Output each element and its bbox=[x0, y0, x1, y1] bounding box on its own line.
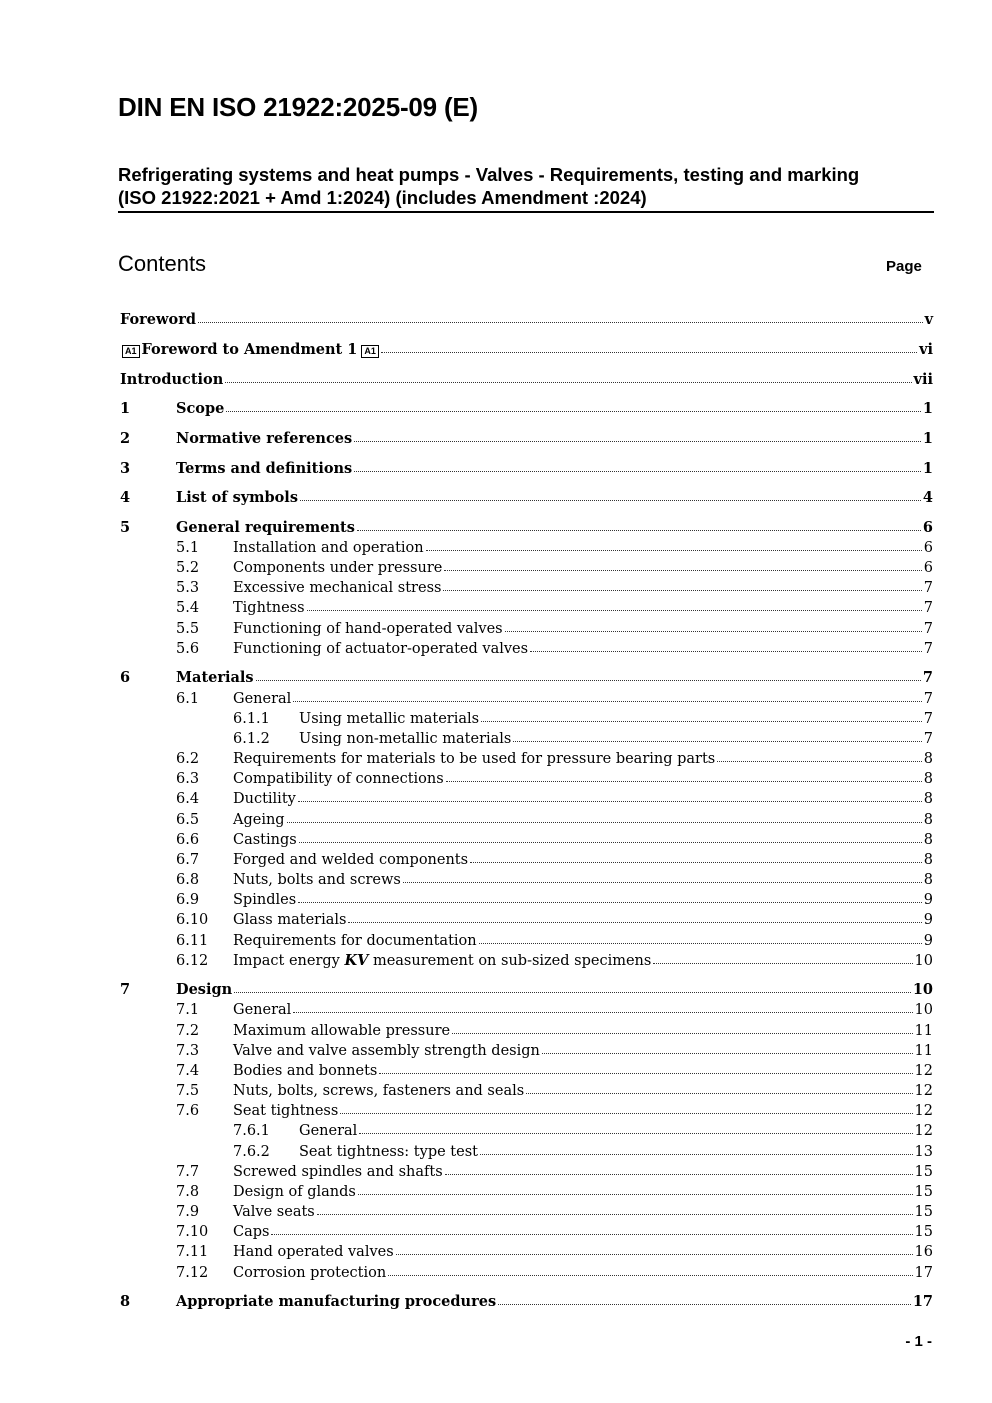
toc-label: Compatibility of connections bbox=[233, 771, 444, 787]
toc-entry-7-10[interactable] bbox=[120, 1220, 933, 1240]
toc-entry-7-12[interactable] bbox=[120, 1261, 933, 1281]
toc-label: Nuts, bolts, screws, fasteners and seals bbox=[233, 1083, 525, 1099]
amendment-start-marker: A1 bbox=[122, 345, 140, 358]
toc-entry-7-9[interactable] bbox=[120, 1200, 933, 1220]
toc-page: 12 bbox=[914, 1123, 933, 1139]
toc-number: 7.6.1 bbox=[233, 1123, 270, 1139]
toc-entry-7-1[interactable] bbox=[120, 998, 933, 1018]
toc-page: 11 bbox=[914, 1043, 933, 1059]
toc-label: Screwed spindles and shafts bbox=[233, 1164, 443, 1180]
toc-page: 17 bbox=[914, 1265, 933, 1281]
toc-entry-7-8[interactable] bbox=[120, 1180, 933, 1200]
toc-page: 15 bbox=[914, 1164, 933, 1180]
toc-entry-6-11[interactable] bbox=[120, 929, 933, 949]
toc-number: 2 bbox=[120, 430, 131, 447]
toc-label: Foreword to Amendment 1 bbox=[141, 341, 358, 358]
toc-page: 17 bbox=[912, 1293, 933, 1310]
toc-number: 8 bbox=[120, 1293, 131, 1310]
toc-entry-5-2[interactable] bbox=[120, 556, 933, 576]
toc-entry-5-1[interactable] bbox=[120, 536, 933, 556]
toc-page: 16 bbox=[914, 1244, 933, 1260]
toc-number: 5.4 bbox=[176, 600, 200, 616]
toc-page: 4 bbox=[922, 489, 933, 506]
toc-label: Terms and definitions bbox=[176, 460, 353, 477]
toc-label: Hand operated valves bbox=[233, 1244, 394, 1260]
toc-page: 6 bbox=[923, 540, 933, 556]
toc-entry-7-6-2[interactable] bbox=[120, 1140, 933, 1160]
toc-page: 9 bbox=[923, 912, 933, 928]
toc-label: Appropriate manufacturing procedures bbox=[176, 1293, 497, 1310]
subtitle-line-2: (ISO 21922:2021 + Amd 1:2024) (includes Amendment :2024) bbox=[118, 187, 647, 208]
toc-label: List of symbols bbox=[176, 489, 298, 506]
toc-label: Foreword bbox=[120, 311, 196, 328]
toc-number: 7.10 bbox=[176, 1224, 209, 1240]
toc-entry-6-10[interactable] bbox=[120, 908, 933, 928]
toc-number: 4 bbox=[120, 489, 131, 506]
toc-entry-4[interactable] bbox=[120, 486, 933, 506]
toc-number: 5.5 bbox=[176, 621, 200, 637]
toc-page: 12 bbox=[914, 1103, 933, 1119]
toc-page: 8 bbox=[923, 791, 933, 807]
toc-page: 7 bbox=[923, 711, 933, 727]
toc-number: 7 bbox=[120, 981, 131, 998]
toc-label: Design of glands bbox=[233, 1184, 356, 1200]
page-column-label: Page bbox=[886, 258, 922, 275]
toc-label: Normative references bbox=[176, 430, 353, 447]
toc-page: 7 bbox=[923, 691, 933, 707]
toc-number: 6 bbox=[120, 669, 131, 686]
toc-entry-7-4[interactable] bbox=[120, 1059, 933, 1079]
toc-page: 10 bbox=[912, 981, 933, 998]
toc-number: 7.1 bbox=[176, 1002, 200, 1018]
toc-entry-5[interactable] bbox=[120, 516, 933, 536]
toc-page: 1 bbox=[922, 400, 933, 417]
toc-number: 6.5 bbox=[176, 812, 200, 828]
toc-page: 12 bbox=[914, 1083, 933, 1099]
toc-entry-6-12[interactable] bbox=[120, 949, 933, 969]
toc-page: v bbox=[924, 311, 933, 328]
document-title: DIN EN ISO 21922:2025-09 (E) bbox=[118, 92, 479, 122]
toc-entry-7[interactable] bbox=[120, 978, 933, 998]
amendment-end-marker: A1 bbox=[361, 345, 379, 358]
toc-label: Requirements for documentation bbox=[233, 933, 477, 949]
toc-number: 7.12 bbox=[176, 1265, 209, 1281]
toc-number: 6.10 bbox=[176, 912, 209, 928]
toc-label: Seat tightness: type test bbox=[299, 1144, 478, 1160]
toc-label: Seat tightness bbox=[233, 1103, 339, 1119]
toc-number: 1 bbox=[120, 400, 131, 417]
toc-label: Excessive mechanical stress bbox=[233, 580, 442, 596]
toc-entry-5-5[interactable] bbox=[120, 617, 933, 637]
toc-label: Design bbox=[176, 981, 233, 998]
toc-label: Caps bbox=[233, 1224, 270, 1240]
toc-page: 7 bbox=[923, 600, 933, 616]
toc-entry-3[interactable] bbox=[120, 457, 933, 477]
toc-page: 9 bbox=[923, 892, 933, 908]
toc-label: Glass materials bbox=[233, 912, 347, 928]
toc-number: 5 bbox=[120, 519, 131, 536]
toc-number: 6.9 bbox=[176, 892, 200, 908]
toc-entry-7-7[interactable] bbox=[120, 1160, 933, 1180]
toc-number: 7.7 bbox=[176, 1164, 200, 1180]
toc-page: 10 bbox=[914, 1002, 933, 1018]
toc-label: Functioning of actuator-operated valves bbox=[233, 641, 529, 657]
toc-entry-5-6[interactable] bbox=[120, 637, 933, 657]
toc-entry-6-2[interactable] bbox=[120, 747, 933, 767]
toc-entry-6-7[interactable] bbox=[120, 848, 933, 868]
toc-entry-7-6-1[interactable] bbox=[120, 1119, 933, 1139]
toc-number: 7.6 bbox=[176, 1103, 200, 1119]
toc-number: 7.5 bbox=[176, 1083, 200, 1099]
toc-number: 7.8 bbox=[176, 1184, 200, 1200]
toc-label: Corrosion protection bbox=[233, 1265, 387, 1281]
toc-page: 8 bbox=[923, 771, 933, 787]
toc-entry-6-4[interactable] bbox=[120, 787, 933, 807]
toc-entry-6-6[interactable] bbox=[120, 828, 933, 848]
toc-label: Maximum allowable pressure bbox=[233, 1023, 451, 1039]
toc-number: 6.7 bbox=[176, 852, 200, 868]
toc-label: General bbox=[233, 1002, 292, 1018]
toc-entry-7-11[interactable] bbox=[120, 1240, 933, 1260]
toc-number: 7.9 bbox=[176, 1204, 200, 1220]
toc-page: 7 bbox=[923, 731, 933, 747]
toc-number: 6.2 bbox=[176, 751, 200, 767]
toc-label: Ageing bbox=[233, 812, 285, 828]
toc-page: 7 bbox=[923, 621, 933, 637]
toc-number: 6.1.1 bbox=[233, 711, 270, 727]
toc-number: 6.11 bbox=[176, 933, 209, 949]
toc-page: 8 bbox=[923, 751, 933, 767]
toc-number: 5.3 bbox=[176, 580, 200, 596]
toc-label: Components under pressure bbox=[233, 560, 443, 576]
toc-label: Ductility bbox=[233, 791, 296, 807]
toc-number: 7.4 bbox=[176, 1063, 200, 1079]
toc-label: Forged and welded components bbox=[233, 852, 469, 868]
toc-number: 3 bbox=[120, 460, 131, 477]
toc-entry-7-3[interactable] bbox=[120, 1039, 933, 1059]
toc-label: General bbox=[299, 1123, 358, 1139]
toc-label: General bbox=[233, 691, 292, 707]
toc-entry-6-1[interactable] bbox=[120, 687, 933, 707]
toc-label: Functioning of hand-operated valves bbox=[233, 621, 503, 637]
toc-label: Valve seats bbox=[233, 1204, 315, 1220]
toc-number: 5.6 bbox=[176, 641, 200, 657]
toc-label: Nuts, bolts and screws bbox=[233, 872, 401, 888]
toc-page: 7 bbox=[923, 641, 933, 657]
toc-entry-1[interactable] bbox=[120, 397, 933, 417]
toc-page: 9 bbox=[923, 933, 933, 949]
toc-page: 8 bbox=[923, 872, 933, 888]
toc-page: 1 bbox=[922, 460, 933, 477]
toc-entry-5-3[interactable] bbox=[120, 576, 933, 596]
toc-label: Requirements for materials to be used for pressure bearing parts bbox=[233, 751, 716, 767]
toc-number: 6.8 bbox=[176, 872, 200, 888]
toc-entry-6-1-2[interactable] bbox=[120, 727, 933, 747]
toc-page: 1 bbox=[922, 430, 933, 447]
toc-number: 6.6 bbox=[176, 832, 200, 848]
toc-page: vi bbox=[919, 341, 933, 358]
toc-entry-2[interactable] bbox=[120, 427, 933, 447]
toc-entry-6-8[interactable] bbox=[120, 868, 933, 888]
toc-page: 10 bbox=[914, 953, 933, 969]
toc-entry-6-9[interactable] bbox=[120, 888, 933, 908]
toc-entry-7-6[interactable] bbox=[120, 1099, 933, 1119]
document-subtitle bbox=[118, 163, 934, 213]
toc-label: Introduction bbox=[120, 371, 224, 388]
toc-label: Castings bbox=[233, 832, 297, 848]
toc-number: 7.6.2 bbox=[233, 1144, 270, 1160]
toc-label: Bodies and bonnets bbox=[233, 1063, 378, 1079]
toc-page: 7 bbox=[923, 580, 933, 596]
toc-entry-5-4[interactable] bbox=[120, 596, 933, 616]
toc-entry-foreword[interactable] bbox=[120, 308, 933, 328]
page-number: - 1 - bbox=[905, 1333, 932, 1350]
toc-page: 8 bbox=[923, 812, 933, 828]
toc-page: 15 bbox=[914, 1224, 933, 1240]
toc-label: Materials bbox=[176, 669, 254, 686]
contents-heading: Contents bbox=[118, 251, 207, 276]
toc-entry-6-5[interactable] bbox=[120, 808, 933, 828]
toc-number: 6.1.2 bbox=[233, 731, 270, 747]
toc-page: 15 bbox=[914, 1204, 933, 1220]
toc-number: 6.4 bbox=[176, 791, 200, 807]
toc-number: 6.12 bbox=[176, 953, 209, 969]
toc-page: 12 bbox=[914, 1063, 933, 1079]
toc-label: Using metallic materials bbox=[299, 711, 480, 727]
toc-label: Scope bbox=[176, 400, 225, 417]
toc-number: 5.1 bbox=[176, 540, 200, 556]
toc-number: 6.3 bbox=[176, 771, 200, 787]
toc-entry-7-5[interactable] bbox=[120, 1079, 933, 1099]
toc-page: 7 bbox=[922, 669, 933, 686]
toc-page: 8 bbox=[923, 852, 933, 868]
toc-number: 5.2 bbox=[176, 560, 200, 576]
toc-entry-6-1-1[interactable] bbox=[120, 707, 933, 727]
toc-page: 6 bbox=[923, 560, 933, 576]
toc-entry-8[interactable] bbox=[120, 1290, 933, 1310]
toc-page: 11 bbox=[914, 1023, 933, 1039]
toc-entry-6-3[interactable] bbox=[120, 767, 933, 787]
toc-entry-foreword-amendment[interactable] bbox=[120, 338, 933, 358]
toc-page: 8 bbox=[923, 832, 933, 848]
subtitle-line-1: Refrigerating systems and heat pumps - Valves - Requirements, testing and marking bbox=[118, 164, 860, 185]
toc-label: Valve and valve assembly strength design bbox=[233, 1043, 540, 1059]
toc-label: Installation and operation bbox=[233, 540, 424, 556]
toc-label: Tightness bbox=[233, 600, 305, 616]
toc-entry-introduction[interactable] bbox=[120, 368, 933, 388]
kv-symbol: KV bbox=[344, 952, 369, 969]
toc-number: 6.1 bbox=[176, 691, 200, 707]
toc-page: 15 bbox=[914, 1184, 933, 1200]
toc-entry-6[interactable] bbox=[120, 666, 933, 686]
toc-page: 6 bbox=[922, 519, 933, 536]
toc-number: 7.11 bbox=[176, 1244, 209, 1260]
toc-number: 7.3 bbox=[176, 1043, 200, 1059]
toc-label: Using non-metallic materials bbox=[299, 731, 512, 747]
toc-page: vii bbox=[913, 371, 933, 388]
toc-label: Spindles bbox=[233, 892, 297, 908]
toc-entry-7-2[interactable] bbox=[120, 1019, 933, 1039]
toc-label: Impact energy KV measurement on sub-sized specimens bbox=[233, 952, 652, 969]
toc-page: 13 bbox=[914, 1144, 933, 1160]
toc-label: General requirements bbox=[176, 519, 355, 536]
toc-number: 7.2 bbox=[176, 1023, 200, 1039]
